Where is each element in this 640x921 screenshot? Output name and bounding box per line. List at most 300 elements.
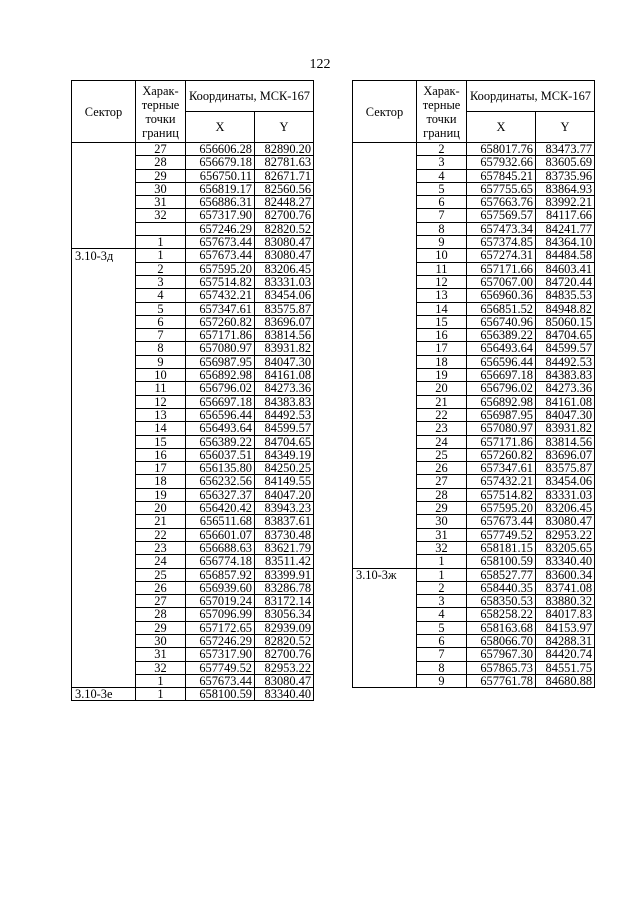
y-cell: 84948.82	[536, 302, 595, 315]
point-cell: 8	[417, 222, 467, 235]
x-cell: 656774.18	[186, 555, 255, 568]
sector-cell	[353, 342, 417, 355]
point-cell: 20	[136, 502, 186, 515]
x-cell: 657274.31	[467, 249, 536, 262]
sector-cell	[353, 528, 417, 541]
sector-cell	[353, 448, 417, 461]
sector-cell	[72, 462, 136, 475]
point-cell: 3	[136, 275, 186, 288]
point-cell: 19	[417, 369, 467, 382]
point-cell: 23	[136, 541, 186, 554]
y-cell: 84704.65	[536, 329, 595, 342]
sector-cell	[353, 182, 417, 195]
y-cell: 83575.87	[536, 462, 595, 475]
x-cell: 657845.21	[467, 169, 536, 182]
y-cell: 83696.07	[255, 315, 314, 328]
table-row	[72, 568, 314, 581]
x-cell: 656420.42	[186, 502, 255, 515]
point-cell: 4	[417, 608, 467, 621]
point-cell: 27	[136, 143, 186, 156]
table-row	[353, 275, 595, 288]
y-cell: 84383.83	[255, 395, 314, 408]
table-row	[72, 382, 314, 395]
sector-cell	[353, 382, 417, 395]
point-cell: 1	[136, 236, 186, 249]
point-cell: 18	[136, 475, 186, 488]
sector-cell	[353, 648, 417, 661]
x-cell: 657932.66	[467, 156, 536, 169]
sector-cell	[72, 143, 136, 156]
table-row	[353, 169, 595, 182]
y-cell: 83454.06	[255, 289, 314, 302]
point-cell: 3	[417, 156, 467, 169]
y-cell: 83206.45	[536, 502, 595, 515]
sector-cell	[353, 634, 417, 647]
y-cell: 83992.21	[536, 196, 595, 209]
table-row	[353, 262, 595, 275]
table-row	[72, 182, 314, 195]
x-cell: 657246.29	[186, 634, 255, 647]
header-coords: Координаты, МСК-167	[186, 81, 314, 112]
y-cell: 83931.82	[255, 342, 314, 355]
point-cell: 29	[136, 169, 186, 182]
sector-cell	[72, 475, 136, 488]
header-y: Y	[536, 112, 595, 143]
y-cell: 84250.25	[255, 462, 314, 475]
table-row	[353, 329, 595, 342]
table-row	[72, 595, 314, 608]
sector-cell	[353, 488, 417, 501]
sector-cell	[353, 369, 417, 382]
table-row	[353, 661, 595, 674]
y-cell: 84047.30	[536, 408, 595, 421]
sector-cell	[353, 674, 417, 687]
table-row	[72, 488, 314, 501]
sector-cell	[353, 581, 417, 594]
sector-cell	[353, 196, 417, 209]
x-cell: 656750.11	[186, 169, 255, 182]
y-cell: 84161.08	[536, 395, 595, 408]
point-cell: 12	[136, 395, 186, 408]
point-cell: 1	[417, 555, 467, 568]
y-cell: 84720.44	[536, 275, 595, 288]
point-cell: 4	[417, 169, 467, 182]
x-cell: 657749.52	[467, 528, 536, 541]
y-cell: 83399.91	[255, 568, 314, 581]
y-cell: 83837.61	[255, 515, 314, 528]
y-cell: 83340.40	[255, 688, 314, 701]
y-cell: 83080.47	[536, 515, 595, 528]
y-cell: 83931.82	[536, 422, 595, 435]
y-cell: 83331.03	[536, 488, 595, 501]
y-cell: 84017.83	[536, 608, 595, 621]
point-cell: 1	[136, 688, 186, 701]
sector-cell	[72, 515, 136, 528]
sector-cell	[72, 448, 136, 461]
sector-cell: 3.10-3д	[72, 249, 136, 262]
y-cell: 82671.71	[255, 169, 314, 182]
y-cell: 84349.19	[255, 448, 314, 461]
point-cell: 20	[417, 382, 467, 395]
table-row	[353, 408, 595, 421]
table-row	[353, 315, 595, 328]
point-cell: 29	[136, 621, 186, 634]
header-sector: Сектор	[353, 81, 417, 143]
table-row	[72, 422, 314, 435]
point-cell: 28	[417, 488, 467, 501]
y-cell: 82448.27	[255, 196, 314, 209]
table-row	[353, 382, 595, 395]
table-row	[353, 302, 595, 315]
table-row	[353, 634, 595, 647]
header-y: Y	[255, 112, 314, 143]
y-cell: 83621.79	[255, 541, 314, 554]
table-row	[353, 156, 595, 169]
x-cell: 656939.60	[186, 581, 255, 594]
x-cell: 656819.17	[186, 182, 255, 195]
sector-cell	[72, 156, 136, 169]
point-cell: 6	[417, 196, 467, 209]
y-cell: 85060.15	[536, 315, 595, 328]
y-cell: 84484.58	[536, 249, 595, 262]
sector-cell	[72, 275, 136, 288]
point-cell: 30	[136, 634, 186, 647]
table-body-left	[72, 143, 314, 701]
x-cell: 656679.18	[186, 156, 255, 169]
table-row	[353, 555, 595, 568]
y-cell: 84599.57	[255, 422, 314, 435]
table-row	[72, 143, 314, 156]
x-cell: 658066.70	[467, 634, 536, 647]
table-row	[353, 355, 595, 368]
sector-cell	[353, 169, 417, 182]
point-cell: 1	[136, 249, 186, 262]
point-cell: 16	[136, 448, 186, 461]
sector-cell	[72, 648, 136, 661]
y-cell: 83080.47	[255, 249, 314, 262]
sector-cell	[353, 661, 417, 674]
y-cell: 83511.42	[255, 555, 314, 568]
point-cell: 16	[417, 329, 467, 342]
y-cell: 83730.48	[255, 528, 314, 541]
table-row	[72, 249, 314, 262]
x-cell: 656327.37	[186, 488, 255, 501]
point-cell: 22	[417, 408, 467, 421]
x-cell: 658100.59	[467, 555, 536, 568]
point-cell: 31	[417, 528, 467, 541]
x-cell: 657374.85	[467, 236, 536, 249]
sector-cell	[72, 581, 136, 594]
table-row	[72, 315, 314, 328]
sector-cell	[72, 435, 136, 448]
point-cell: 8	[417, 661, 467, 674]
sector-cell	[353, 595, 417, 608]
x-cell: 656037.51	[186, 448, 255, 461]
table-row	[72, 634, 314, 647]
sector-cell	[72, 329, 136, 342]
x-cell: 657080.97	[467, 422, 536, 435]
sector-cell	[72, 408, 136, 421]
y-cell: 84161.08	[255, 369, 314, 382]
x-cell: 657347.61	[467, 462, 536, 475]
y-cell: 83340.40	[536, 555, 595, 568]
point-cell: 17	[136, 462, 186, 475]
point-cell: 28	[136, 608, 186, 621]
y-cell: 84704.65	[255, 435, 314, 448]
sector-cell	[72, 634, 136, 647]
x-cell: 656135.80	[186, 462, 255, 475]
point-cell: 31	[136, 196, 186, 209]
point-cell: 32	[417, 541, 467, 554]
point-cell: 32	[136, 209, 186, 222]
point-cell: 14	[417, 302, 467, 315]
y-cell: 83454.06	[536, 475, 595, 488]
y-cell: 84603.41	[536, 262, 595, 275]
table-row	[72, 688, 314, 701]
sector-cell	[353, 143, 417, 156]
y-cell: 82953.22	[536, 528, 595, 541]
x-cell: 657595.20	[186, 262, 255, 275]
table-row	[72, 674, 314, 687]
sector-cell	[353, 408, 417, 421]
table-row	[72, 395, 314, 408]
sector-cell	[72, 621, 136, 634]
x-cell: 657432.21	[467, 475, 536, 488]
y-cell: 82939.09	[255, 621, 314, 634]
point-cell: 27	[136, 595, 186, 608]
x-cell: 658258.22	[467, 608, 536, 621]
header-x: X	[186, 112, 255, 143]
point-cell: 26	[136, 581, 186, 594]
x-cell: 656851.52	[467, 302, 536, 315]
table-row	[72, 329, 314, 342]
y-cell: 83286.78	[255, 581, 314, 594]
table-row	[353, 475, 595, 488]
header-point: Харак-терные точки границ	[417, 81, 467, 143]
x-cell: 657019.24	[186, 595, 255, 608]
x-cell: 656960.36	[467, 289, 536, 302]
point-cell: 9	[417, 674, 467, 687]
x-cell: 658100.59	[186, 688, 255, 701]
sector-cell	[72, 661, 136, 674]
y-cell: 84273.36	[536, 382, 595, 395]
table-row	[353, 621, 595, 634]
sector-cell	[72, 568, 136, 581]
y-cell: 84149.55	[255, 475, 314, 488]
x-cell: 656232.56	[186, 475, 255, 488]
header-point: Харак-терные точки границ	[136, 81, 186, 143]
x-cell: 657761.78	[467, 674, 536, 687]
x-cell: 657967.30	[467, 648, 536, 661]
table-row	[72, 555, 314, 568]
sector-cell	[353, 462, 417, 475]
sector-cell	[72, 182, 136, 195]
y-cell: 82560.56	[255, 182, 314, 195]
x-cell: 657569.57	[467, 209, 536, 222]
table-row	[353, 608, 595, 621]
point-cell: 18	[417, 355, 467, 368]
x-cell: 657514.82	[467, 488, 536, 501]
point-cell: 26	[417, 462, 467, 475]
point-cell: 24	[136, 555, 186, 568]
y-cell: 82781.63	[255, 156, 314, 169]
sector-cell	[72, 555, 136, 568]
table-row	[353, 209, 595, 222]
table-row	[72, 515, 314, 528]
y-cell: 84153.97	[536, 621, 595, 634]
point-cell: 25	[136, 568, 186, 581]
x-cell: 657673.44	[186, 674, 255, 687]
x-cell: 656493.64	[467, 342, 536, 355]
table-row	[353, 502, 595, 515]
x-cell: 657347.61	[186, 302, 255, 315]
point-cell: 25	[417, 448, 467, 461]
sector-cell	[72, 422, 136, 435]
point-cell: 15	[417, 315, 467, 328]
point-cell: 21	[417, 395, 467, 408]
y-cell: 83331.03	[255, 275, 314, 288]
point-cell: 12	[417, 275, 467, 288]
y-cell: 84492.53	[255, 408, 314, 421]
x-cell: 657317.90	[186, 648, 255, 661]
x-cell: 657171.86	[186, 329, 255, 342]
table-row	[72, 196, 314, 209]
x-cell: 658440.35	[467, 581, 536, 594]
point-cell: 13	[417, 289, 467, 302]
header-sector: Сектор	[72, 81, 136, 143]
table-row	[72, 528, 314, 541]
x-cell: 656511.68	[186, 515, 255, 528]
table-row	[353, 236, 595, 249]
y-cell: 82820.52	[255, 222, 314, 235]
table-row	[353, 515, 595, 528]
sector-cell	[72, 315, 136, 328]
point-cell: 17	[417, 342, 467, 355]
table-row	[353, 182, 595, 195]
table-row	[72, 408, 314, 421]
x-cell: 658181.15	[467, 541, 536, 554]
y-cell: 82700.76	[255, 209, 314, 222]
x-cell: 657260.82	[467, 448, 536, 461]
table-row	[353, 196, 595, 209]
x-cell: 658163.68	[467, 621, 536, 634]
table-row	[72, 156, 314, 169]
x-cell: 657473.34	[467, 222, 536, 235]
y-cell: 82700.76	[255, 648, 314, 661]
point-cell: 5	[417, 621, 467, 634]
point-cell: 15	[136, 435, 186, 448]
y-cell: 84047.30	[255, 355, 314, 368]
x-cell: 656857.92	[186, 568, 255, 581]
table-row	[72, 169, 314, 182]
x-cell: 656987.95	[186, 355, 255, 368]
x-cell: 656596.44	[186, 408, 255, 421]
point-cell: 3	[417, 595, 467, 608]
x-cell: 658527.77	[467, 568, 536, 581]
x-cell: 656389.22	[186, 435, 255, 448]
table-row	[72, 541, 314, 554]
table-row	[353, 488, 595, 501]
x-cell: 656796.02	[467, 382, 536, 395]
point-cell: 32	[136, 661, 186, 674]
sector-cell	[72, 209, 136, 222]
table-row	[72, 502, 314, 515]
table-row	[353, 568, 595, 581]
sector-cell: 3.10-3е	[72, 688, 136, 701]
y-cell: 84364.10	[536, 236, 595, 249]
table-row	[72, 621, 314, 634]
table-row	[72, 435, 314, 448]
sector-cell	[353, 621, 417, 634]
x-cell: 656892.98	[186, 369, 255, 382]
sector-cell	[353, 435, 417, 448]
coordinates-table-right	[352, 80, 595, 688]
table-row	[353, 581, 595, 594]
table-row	[72, 236, 314, 249]
point-cell: 22	[136, 528, 186, 541]
sector-cell	[353, 502, 417, 515]
sector-cell	[353, 555, 417, 568]
x-cell: 656606.28	[186, 143, 255, 156]
point-cell: 2	[136, 262, 186, 275]
table-row	[353, 674, 595, 687]
table-row	[353, 528, 595, 541]
sector-cell	[72, 488, 136, 501]
sector-cell	[353, 329, 417, 342]
point-cell: 6	[136, 315, 186, 328]
x-cell: 657865.73	[467, 661, 536, 674]
x-cell: 656987.95	[467, 408, 536, 421]
y-cell: 84680.88	[536, 674, 595, 687]
sector-cell	[353, 236, 417, 249]
point-cell: 11	[417, 262, 467, 275]
sector-cell	[353, 156, 417, 169]
x-cell: 658017.76	[467, 143, 536, 156]
point-cell: 7	[417, 648, 467, 661]
sector-cell	[353, 249, 417, 262]
header-x: X	[467, 112, 536, 143]
point-cell: 30	[136, 182, 186, 195]
point-cell: 2	[417, 143, 467, 156]
sector-cell	[353, 315, 417, 328]
sector-cell	[353, 355, 417, 368]
table-row	[72, 608, 314, 621]
sector-cell	[353, 222, 417, 235]
table-row	[72, 661, 314, 674]
y-cell: 83735.96	[536, 169, 595, 182]
y-cell: 82820.52	[255, 634, 314, 647]
page-number: 122	[309, 57, 331, 72]
y-cell: 84241.77	[536, 222, 595, 235]
table-row	[72, 342, 314, 355]
table-row	[353, 448, 595, 461]
sector-cell: 3.10-3ж	[353, 568, 417, 581]
x-cell: 656697.18	[467, 369, 536, 382]
y-cell: 83080.47	[255, 674, 314, 687]
x-cell: 657595.20	[467, 502, 536, 515]
point-cell: 27	[417, 475, 467, 488]
x-cell: 656389.22	[467, 329, 536, 342]
y-cell: 83814.56	[536, 435, 595, 448]
sector-cell	[72, 541, 136, 554]
sector-cell	[72, 236, 136, 249]
sector-cell	[353, 395, 417, 408]
table-row	[72, 262, 314, 275]
y-cell: 84047.20	[255, 488, 314, 501]
point-cell: 5	[417, 182, 467, 195]
y-cell: 83080.47	[255, 236, 314, 249]
x-cell: 657171.86	[467, 435, 536, 448]
